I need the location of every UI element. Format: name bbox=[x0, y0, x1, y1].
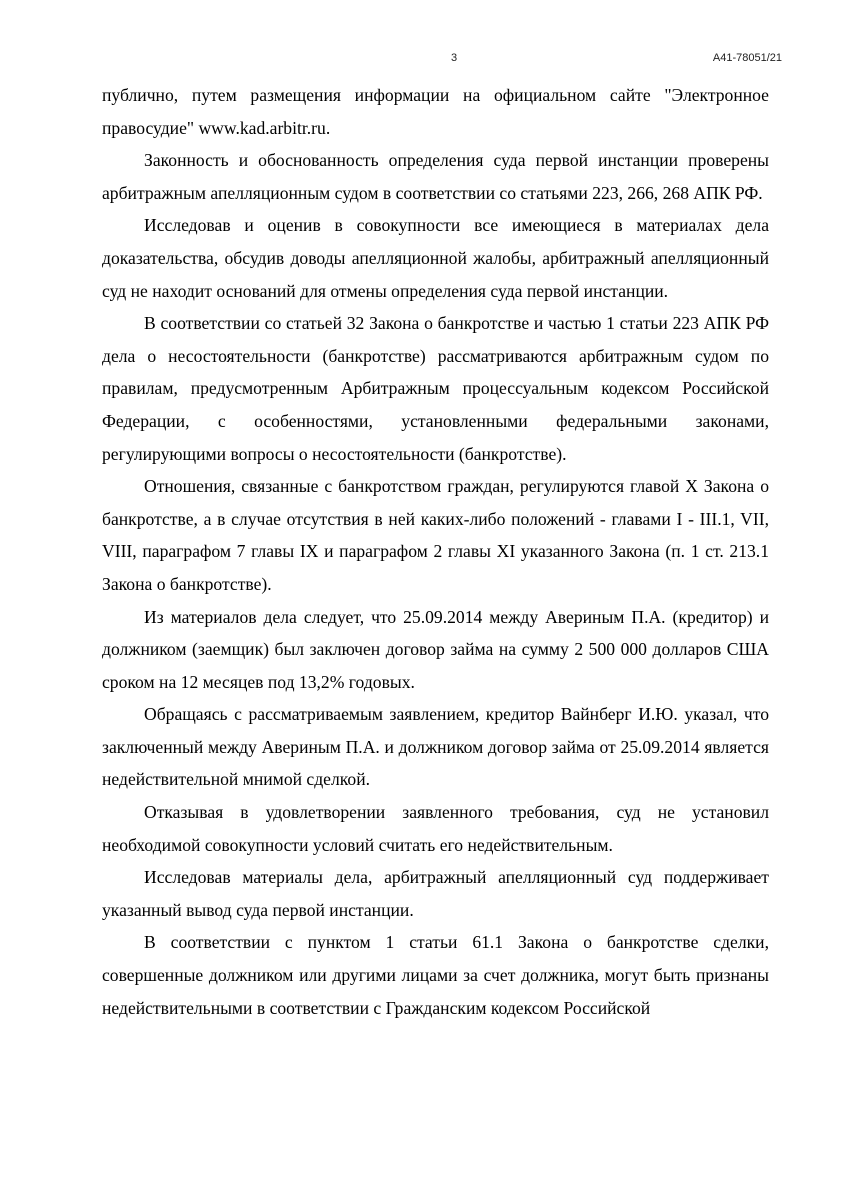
paragraph: Отказывая в удовлетворении заявленного требования, суд не установил необходимой совокупности условий считать его недействительным. bbox=[102, 802, 769, 855]
paragraph: Отношения, связанные с банкротством граждан, регулируются главой X Закона о банкротстве, а в случае отсутствия в ней каких-либо положений - главами I - III.1, VII, VIII, параграфом 7 главы IX и параграфом 2 главы XI указанного Закона (п. 1 ст. 213.1 Закона о банкротстве). bbox=[102, 476, 769, 594]
page-number: 3 bbox=[451, 52, 458, 64]
paragraph-last: В соответствии с пунктом 1 статьи 61.1 Закона о банкротстве сделки, совершенные должником или другими лицами за счет должника, могут быть признаны недействительными в соответствии с Гражданским кодексом Российской bbox=[102, 932, 769, 1018]
paragraph: Исследовав материалы дела, арбитражный апелляционный суд поддерживает указанный вывод суда первой инстанции. bbox=[102, 867, 769, 920]
paragraph: В соответствии со статьей 32 Закона о банкротстве и частью 1 статьи 223 АПК РФ дела о несостоятельности (банкротстве) рассматриваются арбитражным судом по правилам, предусмотренным Арбитражным процессуальным кодексом Российской Федерации, с особенностями, установленными федеральными законами, регулирующими вопросы о несостоятельности (банкротстве). bbox=[102, 313, 769, 464]
case-number: А41-78051/21 bbox=[712, 52, 782, 64]
paragraph: Из материалов дела следует, что 25.09.2014 между Авериным П.А. (кредитор) и должником (заемщик) был заключен договор займа на сумму 2 500 000 долларов США сроком на 12 месяцев под 13,2% годовых. bbox=[102, 606, 769, 692]
paragraph: Законность и обоснованность определения суда первой инстанции проверены арбитражным апелляционным судом в соответствии со статьями 223, 266, 268 АПК РФ. bbox=[102, 150, 769, 203]
paragraph: Исследовав и оценив в совокупности все имеющиеся в материалах дела доказательства, обсудив доводы апелляционной жалобы, арбитражный апелляционный суд не находит оснований для отмены определения суда первой инстанции. bbox=[102, 215, 769, 301]
document-body bbox=[102, 79, 769, 1024]
paragraph: Обращаясь с рассматриваемым заявлением, кредитор Вайнберг И.Ю. указал, что заключенный между Авериным П.А. и должником договор займа от 25.09.2014 является недействительной мнимой сделкой. bbox=[102, 704, 769, 790]
paragraph-continuation: публично, путем размещения информации на официальном сайте "Электронное правосудие" www.kad.arbitr.ru. bbox=[102, 85, 769, 138]
